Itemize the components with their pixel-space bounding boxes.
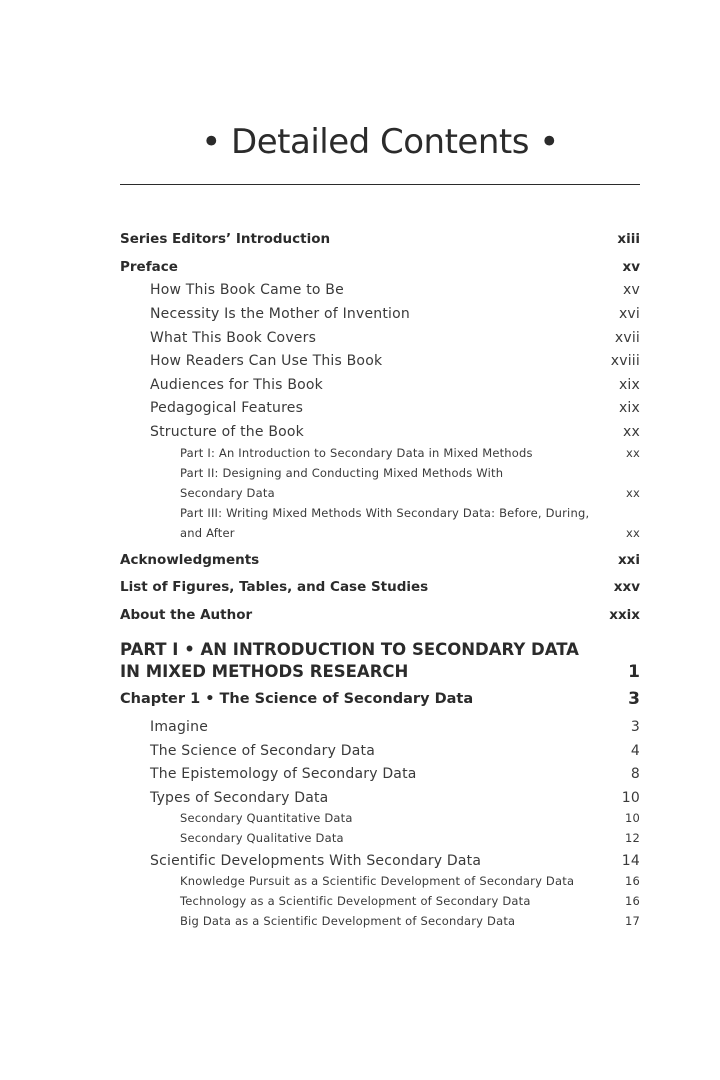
toc-entry-page: 8: [630, 766, 640, 782]
toc-entry-page: 10: [621, 790, 640, 806]
toc-entry-title: Acknowledgments: [120, 552, 260, 568]
toc-entry-page: xxi: [617, 552, 640, 568]
toc-entry-page: 16: [624, 874, 640, 888]
toc-subsubentry[interactable]: [120, 830, 640, 846]
toc-subsubentry[interactable]: [120, 505, 640, 541]
toc-entry-title: Technology as a Scientific Development of Secondary Data: [180, 894, 531, 908]
toc-entry-title-line: Part III: Writing Mixed Methods With Secondary Data: Before, During,: [180, 506, 590, 520]
toc-entry-title: How Readers Can Use This Book: [150, 353, 383, 369]
toc-entry-title: Preface: [120, 259, 178, 275]
toc-subsubentry[interactable]: [120, 810, 640, 826]
toc-subentry[interactable]: [120, 789, 640, 807]
toc-entry-title: Necessity Is the Mother of Invention: [150, 306, 410, 322]
toc-entry-title: Audiences for This Book: [150, 377, 323, 393]
toc-entry-title: List of Figures, Tables, and Case Studies: [120, 579, 429, 595]
toc-entry-about-author[interactable]: [120, 606, 640, 624]
toc-entry-title: Secondary Qualitative Data: [180, 831, 344, 845]
toc-subentry[interactable]: [120, 305, 640, 323]
toc-entry-title: What This Book Covers: [150, 330, 317, 346]
toc-entry-title: Scientific Developments With Secondary Data: [150, 853, 482, 869]
part-title-line: IN MIXED METHODS RESEARCH: [120, 662, 409, 681]
toc-entry-page: xx: [625, 446, 640, 460]
toc-subentry[interactable]: [120, 718, 640, 736]
toc-entry-page: xviii: [610, 353, 640, 369]
toc-subentry[interactable]: [120, 765, 640, 783]
toc-subsubentry[interactable]: [120, 893, 640, 909]
toc-entry-acknowledgments[interactable]: [120, 551, 640, 569]
toc-subentry[interactable]: [120, 399, 640, 417]
toc-part-heading[interactable]: [120, 639, 640, 683]
toc-entry-title: About the Author: [120, 607, 253, 623]
toc-entry-series-editors[interactable]: [120, 230, 640, 248]
toc-entry-page: xxv: [613, 579, 640, 595]
toc-entry-title-line: Secondary Data: [180, 486, 275, 500]
toc-entry-page: 12: [624, 831, 640, 845]
toc-entry-title: Structure of the Book: [150, 424, 304, 440]
toc-entry-page: xx: [625, 486, 640, 500]
toc-entry-page: 1: [628, 662, 640, 682]
toc-entry-title-line: and After: [180, 526, 235, 540]
toc-entry-title: Types of Secondary Data: [150, 790, 329, 806]
toc-entry-page: xv: [622, 259, 640, 275]
toc-entry-title: Pedagogical Features: [150, 400, 304, 416]
toc-entry-title: Part I: An Introduction to Secondary Data in Mixed Methods: [180, 446, 533, 460]
toc-subentry[interactable]: [120, 423, 640, 441]
chapter-title: Chapter 1 • The Science of Secondary Data: [120, 691, 474, 707]
toc-entry-page: 3: [628, 689, 640, 709]
part-title-wrap: [120, 639, 579, 683]
toc-subsubentry[interactable]: [120, 465, 640, 501]
toc-entry-page: xx: [623, 424, 640, 440]
toc-entry-page: xxix: [609, 607, 640, 623]
title-rule: [120, 184, 640, 185]
toc-subentry[interactable]: [120, 352, 640, 370]
toc-entry-title: Imagine: [150, 719, 209, 735]
toc-subentry[interactable]: [120, 852, 640, 870]
toc-entry-title-line: Part II: Designing and Conducting Mixed Methods With: [180, 466, 504, 480]
toc-entry-page: xiii: [617, 231, 640, 247]
toc-entry-page: xix: [618, 400, 640, 416]
toc-entry-title-wrap: [180, 505, 589, 541]
toc-subentry[interactable]: [120, 281, 640, 299]
toc-subsubentry[interactable]: [120, 873, 640, 889]
toc-entry-title: The Epistemology of Secondary Data: [150, 766, 417, 782]
toc-entry-page: 14: [621, 853, 640, 869]
toc-subentry[interactable]: [120, 376, 640, 394]
toc-entry-title: Series Editors’ Introduction: [120, 231, 331, 247]
toc-entry-page: 4: [630, 743, 640, 759]
toc-subsubentry[interactable]: [120, 913, 640, 929]
toc-entry-page: xvii: [614, 330, 640, 346]
toc-entry-title: The Science of Secondary Data: [150, 743, 375, 759]
toc-entry-page: 10: [624, 811, 640, 825]
toc-subsubentry[interactable]: [120, 445, 640, 461]
toc-entry-title: Big Data as a Scientific Development of Secondary Data: [180, 914, 516, 928]
toc-entry-page: 3: [630, 719, 640, 735]
toc-entry-title: Secondary Quantitative Data: [180, 811, 353, 825]
toc-chapter-heading[interactable]: [120, 689, 640, 709]
toc-entry-page: xix: [618, 377, 640, 393]
part-title-line: PART I • AN INTRODUCTION TO SECONDARY DATA: [120, 640, 579, 659]
toc-subentry[interactable]: [120, 329, 640, 347]
toc-entry-title-wrap: [180, 465, 503, 501]
toc-entry-page: 17: [624, 914, 640, 928]
page-title: • Detailed Contents •: [201, 122, 559, 162]
toc-entry-page: xvi: [618, 306, 640, 322]
toc-entry-page: xv: [623, 282, 640, 298]
toc-entry-list-of-figures[interactable]: [120, 578, 640, 596]
toc-subentry[interactable]: [120, 742, 640, 760]
toc-entry-title: How This Book Came to Be: [150, 282, 344, 298]
toc-entry-page: 16: [624, 894, 640, 908]
toc-entry-preface[interactable]: [120, 258, 640, 276]
toc-entry-page: xx: [625, 526, 640, 540]
toc-entry-title: Knowledge Pursuit as a Scientific Development of Secondary Data: [180, 874, 575, 888]
